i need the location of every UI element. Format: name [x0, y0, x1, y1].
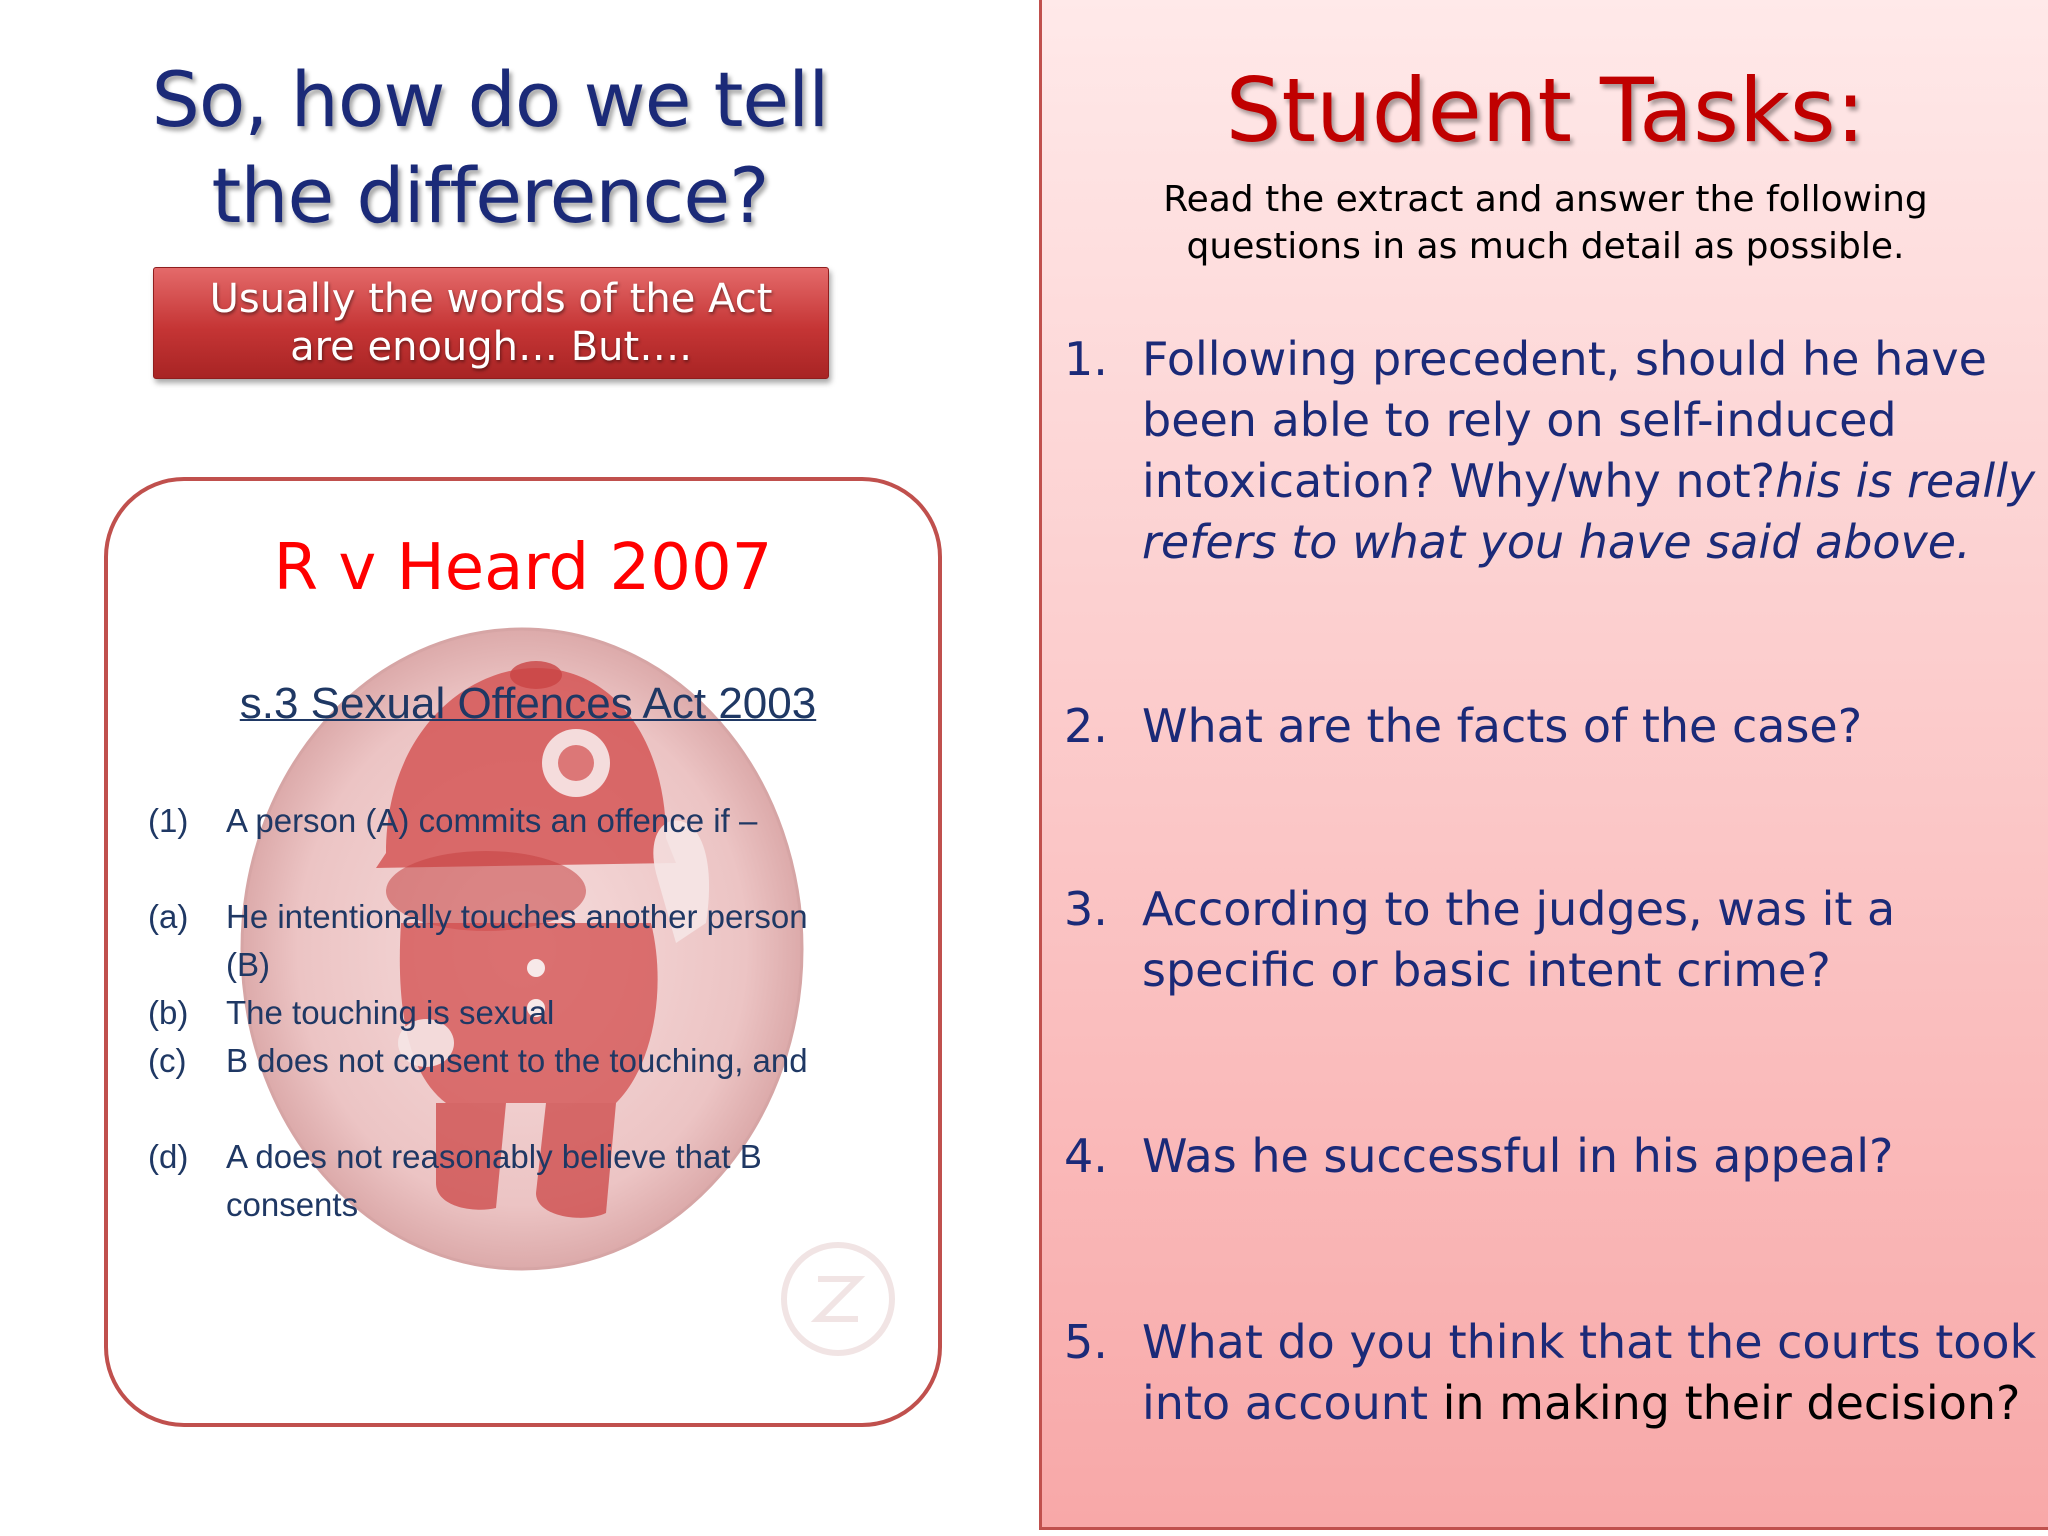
faint-watermark-icon: [778, 1239, 898, 1359]
task-item: [1064, 1126, 2024, 1187]
provision-item: [148, 893, 826, 989]
provision-text: The touching is sexual: [226, 994, 555, 1031]
main-title-line: So, how do we tell: [151, 55, 829, 144]
task-item: [1064, 329, 2036, 573]
task-item: [1064, 879, 2024, 1001]
callout-line: Usually the words of the Act: [209, 276, 773, 322]
provision-text: A person (A) commits an offence if –: [226, 802, 758, 839]
task-item: [1064, 1312, 2037, 1434]
task-number: 2.: [1064, 699, 1108, 753]
task-number: 5.: [1064, 1315, 1108, 1369]
task-question: What are the facts of the case?: [1142, 699, 1863, 753]
provision-number: (d): [148, 1138, 189, 1175]
case-card: [104, 477, 942, 1427]
provision-item: [148, 1133, 826, 1229]
provision-text: B does not consent to the touching, and: [226, 1042, 808, 1079]
statute-heading: s.3 Sexual Offences Act 2003: [239, 679, 817, 728]
instructions-line: questions in as much detail as possible.: [1186, 226, 1905, 267]
task-number: 1.: [1064, 332, 1108, 386]
task-note: his is really refers to what you have said above.: [1142, 454, 2036, 569]
task-question: Following precedent, should he have been able to rely on self-induced intoxication? Why/why not?: [1142, 332, 1987, 508]
provision-number: (c): [148, 1042, 187, 1079]
provision-text: A does not reasonably believe that B consents: [226, 1138, 762, 1223]
task-question: Was he successful in his appeal?: [1142, 1129, 1894, 1183]
task-number: 3.: [1064, 882, 1108, 936]
main-title-line: the difference?: [211, 151, 769, 240]
student-tasks-panel: [1039, 0, 2048, 1530]
case-title: R v Heard 2007: [273, 531, 773, 605]
provision-item: [148, 1037, 826, 1085]
main-title: [90, 52, 890, 244]
provision-number: (a): [148, 898, 189, 935]
task-question: What do you think that the courts took into account: [1142, 1315, 2037, 1430]
provision-text: He intentionally touches another person (B): [226, 898, 808, 983]
task-item: [1064, 696, 2024, 757]
task-question-tail: in making their decision?: [1428, 1376, 2021, 1430]
task-text: [1142, 329, 2042, 573]
task-number: 4.: [1064, 1129, 1108, 1183]
provision-number: (1): [148, 802, 189, 839]
tasks-instructions: [1042, 176, 2048, 270]
callout-box: [153, 267, 829, 379]
provision-item: [148, 797, 826, 845]
instructions-line: Read the extract and answer the following: [1163, 179, 1928, 220]
provision-number: (b): [148, 994, 189, 1031]
provision-item: [148, 989, 826, 1037]
task-question: According to the judges, was it a specific or basic intent crime?: [1142, 882, 1896, 997]
callout-line: are enough… But….: [290, 324, 692, 370]
tasks-title: Student Tasks:: [1225, 59, 1866, 162]
task-text: [1142, 1312, 2042, 1434]
